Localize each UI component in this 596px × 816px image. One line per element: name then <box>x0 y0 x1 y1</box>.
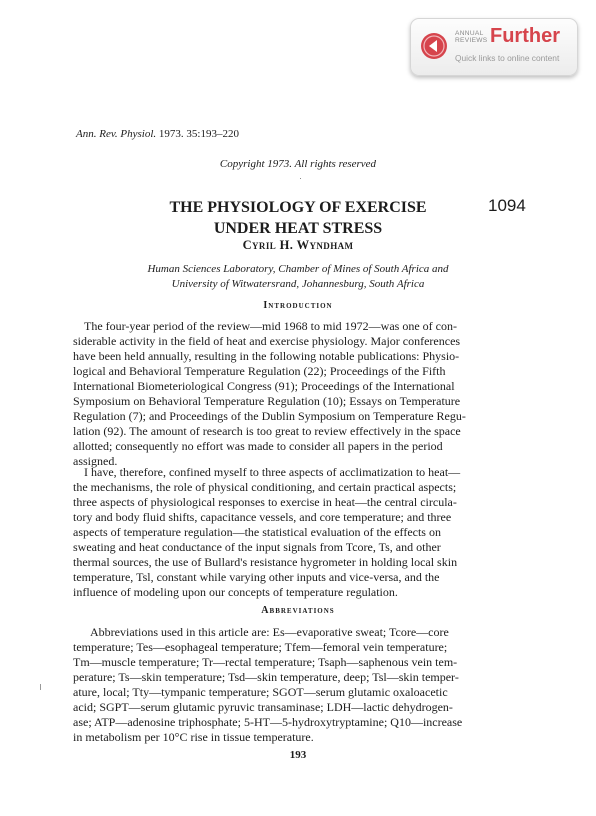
paragraph-line: sweating and heat conductance of the input signals from Tcore, Ts, and other <box>73 540 441 554</box>
paragraph-line: temperature; Tes—esophageal temperature; Tfem—femoral vein temperature; <box>73 640 448 654</box>
paragraph-line: tory and body fluid shifts, capacitance vessels, and core temperature; and three <box>73 510 452 524</box>
paragraph-line: ature, local; Tty—tympanic temperature; SGOT—serum glutamic oxaloacetic <box>73 685 448 699</box>
copyright-notice: Copyright 1973. All rights reserved <box>219 158 377 170</box>
author-affiliation <box>0 262 596 292</box>
author-name: Cyril H. Wyndham <box>242 238 354 252</box>
paragraph-line: temperature, Tsl, constant while varying other inputs and vice-versa, and the <box>73 570 440 584</box>
paragraph-line: lation (92). The amount of research is too great to review effectively in the space <box>73 424 461 438</box>
further-title: Further <box>490 25 560 47</box>
paragraph-line: I have, therefore, confined myself to three aspects of acclimatization to heat— <box>84 465 461 479</box>
paragraph-line: acid; SGPT—serum glutamic pyruvic transaminase; LDH—lactic dehydrogen- <box>73 700 453 714</box>
margin-mark <box>40 684 41 690</box>
paragraph-line: assigned. <box>73 454 118 468</box>
abbreviations-heading: Abbreviations <box>261 605 335 616</box>
abbreviations-paragraph <box>73 625 519 745</box>
brand-line-1: ANNUAL <box>455 30 484 37</box>
further-banner[interactable] <box>410 18 578 76</box>
paragraph-line: The four-year period of the review—mid 1968 to mid 1972—was one of con- <box>84 319 457 333</box>
paragraph-line: Abbreviations used in this article are: Es—evaporative sweat; Tcore—core <box>90 625 449 639</box>
paragraph-line: thermal sources, the use of Bullard's resistance hygrometer in holding local skin <box>73 555 458 569</box>
title-line-2: UNDER HEAT STRESS <box>213 220 383 237</box>
affiliation-line-2: University of Witwatersrand, Johannesburg, South Africa <box>171 278 425 290</box>
journal-name: Ann. Rev. Physiol. <box>76 128 157 140</box>
further-subtitle: Quick links to online content <box>455 53 560 63</box>
title-line-1: THE PHYSIOLOGY OF EXERCISE <box>169 199 427 216</box>
citation-volume: 1973. 35:193–220 <box>158 128 239 140</box>
paragraph-line: Tm—muscle temperature; Tr—rectal temperature; Tsaph—saphenous vein tem- <box>73 655 458 669</box>
paragraph-line: allotted; consequently no effort was made to consider all papers in the period <box>73 439 443 453</box>
paragraph-line: Symposium on Behavioral Temperature Regulation (10); Essays on Temperature <box>73 394 461 408</box>
brand-line-2: REVIEWS <box>455 37 488 45</box>
page-number: 193 <box>289 749 307 761</box>
introduction-heading: Introduction <box>263 300 333 311</box>
reference-number: 1094 <box>488 196 526 215</box>
paragraph-line: perature; Ts—skin temperature; Tsd—skin temperature, deep; Tsl—skin temper- <box>73 670 459 684</box>
paragraph-line: International Biometeriological Congress (91); Proceedings of the International <box>73 379 455 393</box>
play-left-icon <box>420 32 448 60</box>
scope-paragraph <box>73 465 519 600</box>
paragraph-line: siderable activity in the field of heat and exercise physiology. Major conferences <box>73 334 461 348</box>
paragraph-line: three aspects of physiological responses to exercise in heat—the central circula- <box>73 495 457 509</box>
intro-paragraph <box>73 319 519 469</box>
paragraph-line: have been held annually, resulting in the following notable publications: Physio- <box>73 349 460 363</box>
paragraph-line: influence of modeling upon our concepts of temperature regulation. <box>73 585 398 599</box>
print-speck <box>300 178 301 179</box>
paragraph-line: the mechanisms, the role of physical conditioning, and certain practical aspects; <box>73 480 457 494</box>
affiliation-line-1: Human Sciences Laboratory, Chamber of Mines of South Africa and <box>147 263 449 275</box>
paragraph-line: Regulation (7); and Proceedings of the Dublin Symposium on Temperature Regu- <box>73 409 466 423</box>
paragraph-line: logical and Behavioral Temperature Regulation (22); Proceedings of the Fifth <box>73 364 446 378</box>
paragraph-line: aspects of temperature regulation—the statistical evaluation of the effects on <box>73 525 441 539</box>
paragraph-line: in metabolism per 10°C rise in tissue temperature. <box>73 730 314 744</box>
journal-citation <box>76 128 239 140</box>
paragraph-line: ase; ATP—adenosine triphosphate; 5-HT—5-hydroxytryptamine; Q10—increase <box>73 715 463 729</box>
